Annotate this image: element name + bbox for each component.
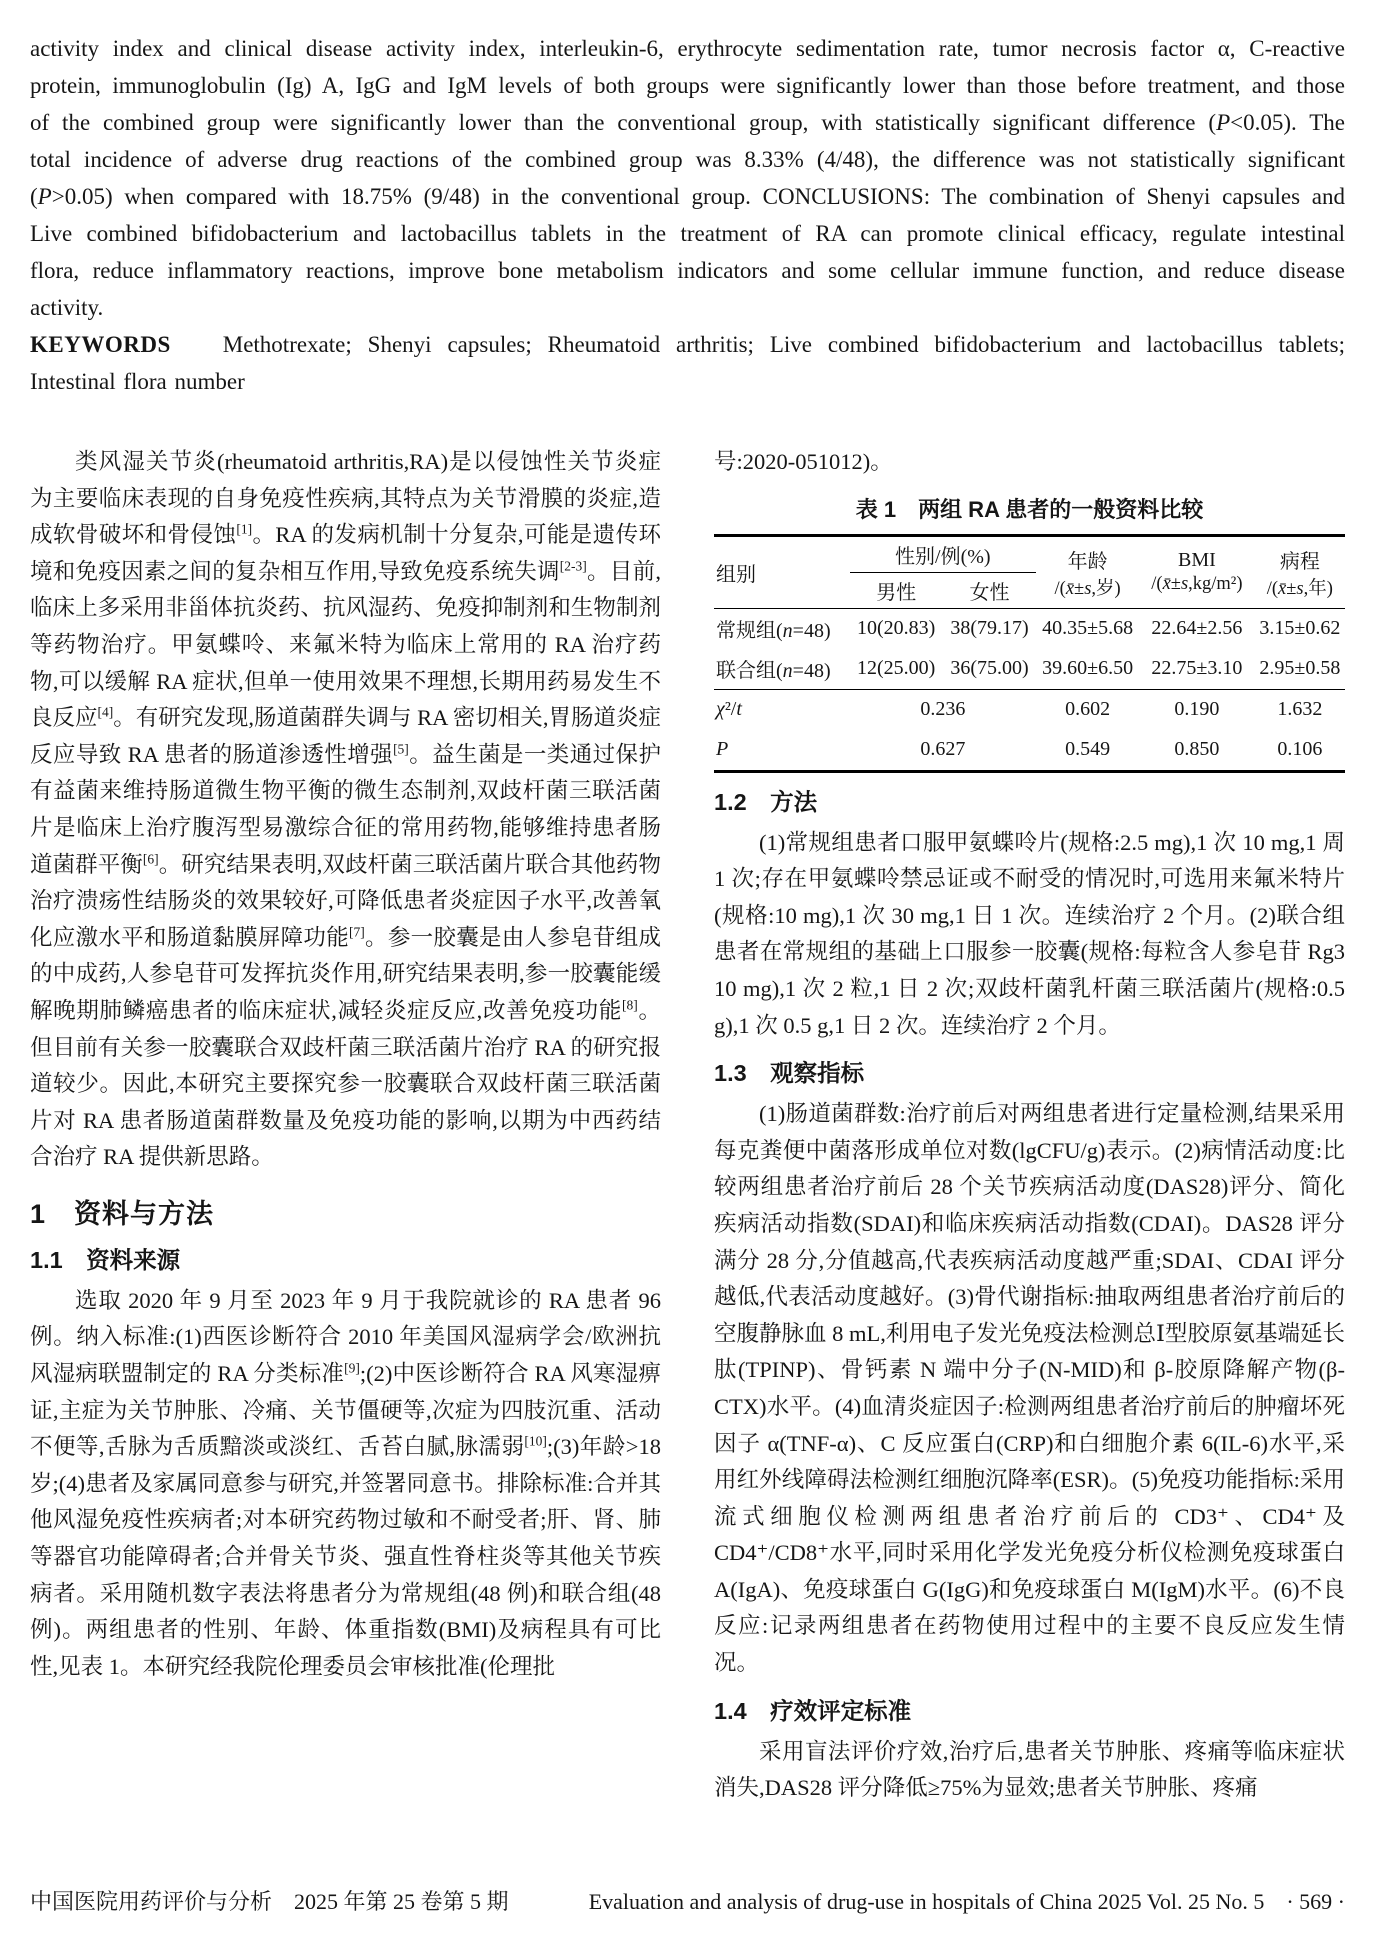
table-row-combined [714, 649, 1345, 690]
table-row-p-value [714, 730, 1345, 772]
ethics-approval-line: 号:2020-051012)。 [714, 449, 893, 474]
col-header-age-line1: 年龄 [1067, 550, 1108, 573]
cell-male: 10(20.83) [850, 608, 943, 649]
cell-sex-stat: 0.236 [850, 689, 1037, 730]
section-1-2-heading: 1.2 方法 [714, 788, 818, 815]
col-header-bmi-unit: /(x̄±s,kg/m²) [1151, 574, 1243, 595]
col-header-age-unit: /(x̄±s,岁) [1054, 578, 1121, 599]
table-header-row-1 [714, 535, 1345, 572]
table-1-caption: 表 1 两组 RA 患者的一般资料比较 [855, 496, 1204, 522]
table-1-body [714, 608, 1345, 771]
cell-age-stat: 0.549 [1065, 738, 1111, 761]
page-footer [30, 1885, 1345, 1916]
section-1-3-heading: 1.3 观察指标 [714, 1060, 865, 1087]
cell-bmi: 22.75±3.10 [1151, 657, 1243, 680]
col-header-bmi-line1: BMI [1177, 549, 1216, 572]
efficacy-paragraph: 采用盲法评价疗效,治疗后,患者关节肿胀、疼痛等临床症状消失,DAS28 评分降低≥75%为显效;患者关节肿胀、疼痛 [714, 1738, 1345, 1801]
col-header-female: 女性 [969, 581, 1010, 604]
col-header-course-line1: 病程 [1279, 550, 1320, 573]
col-header-sex: 性别/例(%) [850, 535, 1037, 572]
cell-bmi-stat: 0.190 [1139, 689, 1255, 730]
cell-course-stat: 0.106 [1277, 738, 1323, 761]
intro-paragraph: 类风湿关节炎(rheumatoid arthritis,RA)是以侵蚀性关节炎症为主要临床表现的自身免疫性疾病,其特点为关节滑膜的炎症,造成软骨破坏和骨侵蚀[1]。RA 的发病机制十分复杂,可能是遗传环境和免疫因素之间的复杂相互作用,导致免疫系统失调[2-3]。目前,临床上多采用非甾体抗炎药、抗风湿药、免疫抑制剂和生物制剂等药物治疗。甲氨蝶呤、来氟米特为临床上常用的 RA 治疗药物,可以缓解 RA 症状,但单一使用效果不理想,长期用药易发生不良反应[4]。有研究发现,肠道菌群失调与 RA 密切相关,胃肠道炎症反应导致 RA 患者的肠道渗透性增强[5]。益生菌是一类通过保护有益菌来维持肠道微生物平衡的微生态制剂,双歧杆菌三联活菌片是临床上治疗腹泻型易激综合征的常用药物,能够维持患者肠道菌群平衡[6]。研究结果表明,双歧杆菌三联活菌片联合其他药物治疗溃疡性结肠炎的效果较好,可降低患者炎症因子水平,改善氧化应激水平和肠道黏膜屏障功能[7]。参一胶囊是由人参皂苷组成的中成药,人参皂苷可发挥抗炎作用,研究结果表明,参一胶囊能缓解晚期肺鳞癌患者的临床症状,减轻炎症反应,改善免疫功能[8]。但目前有关参一胶囊联合双歧杆菌三联活菌片治疗 RA 的研究报道较少。因此,本研究主要探究参一胶囊联合双歧杆菌三联活菌片对 RA 患者肠道菌群数量及免疫功能的影响,以期为中西药结合治疗 RA 提供新思路。 [30, 449, 661, 1170]
footer-journal-cn: 中国医院用药评价与分析 2025 年第 25 卷第 5 期 [30, 1889, 509, 1914]
cell-group-label: 常规组(n=48) [714, 608, 850, 649]
cell-stat-label: P [716, 738, 729, 761]
indicators-paragraph: (1)肠道菌群数:治疗前后对两组患者进行定量检测,结果采用每克粪便中菌落形成单位对数(lgCFU/g)表示。(2)病情活动度:比较两组患者治疗前后 28 个关节疾病活动度(DAS28)评分、简化疾病活动指数(SDAI)和临床疾病活动指数(CDAI)。DAS28 评分满分 28 分,分值越高,代表疾病活动度越严重;SDAI、CDAI 评分越低,代表活动度越好。(3)骨代谢指标:抽取两组患者治疗前后的空腹静脉血 8 mL,利用电子发光免疫法检测总Ⅰ型胶原氨基端延长肽(TPINP)、骨钙素 N 端中分子(N-MID)和 β-胶原降解产物(β-CTX)水平。(4)血清炎症因子:检测两组患者治疗前后的肿瘤坏死因子 α(TNF-α)、C 反应蛋白(CRP)和白细胞介素 6(IL-6)水平,采用红外线障碍法检测红细胞沉降率(ESR)。(5)免疫功能指标:采用流式细胞仪检测两组患者治疗前后的 CD3⁺、CD4⁺及 CD4⁺/CD8⁺水平,同时采用化学发光免疫分析仪检测免疫球蛋白 A(IgA)、免疫球蛋白 G(IgG)和免疫球蛋白 M(IgM)水平。(6)不良反应:记录两组患者在药物使用过程中的主要不良反应发生情况。 [714, 1101, 1345, 1676]
methods-paragraph: (1)常规组患者口服甲氨蝶呤片(规格:2.5 mg),1 次 10 mg,1 周 1 次;存在甲氨蝶呤禁忌证或不耐受的情况时,可选用来氟米特片(规格:10 mg),1 次 30 mg,1 日 1 次。连续治疗 2 个月。(2)联合组患者在常规组的基础上口服参一胶囊(规格:每粒含人参皂苷 Rg3 10 mg),1 次 2 粒,1 日 2 次;双歧杆菌乳杆菌三联活菌片(规格:0.5 g),1 次 0.5 g,1 日 2 次。连续治疗 2 个月。 [714, 829, 1345, 1038]
keywords-paragraph [30, 326, 1345, 400]
cell-group-label: 联合组(n=48) [716, 660, 831, 683]
section-1-heading: 1 资料与方法 [30, 1198, 215, 1229]
cell-bmi-stat: 0.850 [1174, 738, 1220, 761]
cell-female: 36(75.00) [950, 657, 1029, 680]
cell-sex-stat: 0.627 [920, 738, 966, 761]
cell-age: 40.35±5.68 [1036, 608, 1139, 649]
table-1-header [714, 535, 1345, 608]
cell-stat-label: χ²/t [714, 689, 850, 730]
cell-female: 38(79.17) [943, 608, 1036, 649]
table-1 [714, 534, 1345, 773]
data-source-paragraph: 选取 2020 年 9 月至 2023 年 9 月于我院就诊的 RA 患者 96 例。纳入标准:(1)西医诊断符合 2010 年美国风湿病学会/欧洲抗风湿病联盟制定的 RA 分类标准[9];(2)中医诊断符合 RA 风寒湿痹证,主症为关节肿胀、冷痛、关节僵硬等,次症为四肢沉重、活动不便等,舌脉为舌质黯淡或淡红、舌苔白腻,脉濡弱[10];(3)年龄>18 岁;(4)患者及家属同意参与研究,并签署同意书。排除标准:合并其他风湿免疫性疾病者;对本研究药物过敏和不耐受者;肝、肾、肺等器官功能障碍者;合并骨关节炎、强直性脊柱炎等其他关节疾病者。采用随机数字表法将患者分为常规组(48 例)和联合组(48 例)。两组患者的性别、年龄、体重指数(BMI)及病程具有可比性,见表 1。本研究经我院伦理委员会审核批准(伦理批 [30, 1287, 661, 1679]
footer-journal-en: Evaluation and analysis of drug-use in hospitals of China 2025 Vol. 25 No. 5 · 569 · [588, 1889, 1345, 1914]
keywords-label: KEYWORDS [30, 332, 171, 357]
right-column [714, 444, 1345, 1839]
two-column-body [30, 444, 1345, 1839]
col-header-course [1255, 535, 1345, 608]
cell-age: 39.60±6.50 [1042, 657, 1134, 680]
col-header-course-unit: /(x̄±s,年) [1266, 578, 1333, 599]
table-row-chi-square [714, 689, 1345, 730]
left-column [30, 444, 661, 1839]
col-header-male: 男性 [876, 581, 917, 604]
section-1-1-heading: 1.1 资料来源 [30, 1246, 181, 1273]
cell-male: 12(25.00) [856, 657, 936, 680]
abstract-continued-text: activity index and clinical disease activity index, interleukin-6, erythrocyte sedimentation rate, tumor necrosis factor α, C-reactive protein, immunoglobulin (Ig) A, IgG and IgM levels of both groups were significantly lower than those before treatment, and those of the combined group were significantly lower than the conventional group, with statistically significant difference (P<0.05). The total incidence of adverse drug reactions of the combined group was 8.33% (4/48), the difference was not statistically significant (P>0.05) when compared with 18.75% (9/48) in the conventional group. CONCLUSIONS: The combination of Shenyi capsules and Live combined bifidobacterium and lactobacillus tablets in the treatment of RA can promote clinical efficacy, regulate intestinal flora, reduce inflammatory reactions, improve bone metabolism indicators and some cellular immune function, and reduce disease activity. [30, 36, 1345, 320]
cell-age-stat: 0.602 [1036, 689, 1139, 730]
col-header-age [1036, 535, 1139, 608]
section-1-4-heading: 1.4 疗效评定标准 [714, 1697, 912, 1724]
col-header-bmi [1139, 535, 1255, 608]
cell-course: 3.15±0.62 [1255, 608, 1345, 649]
cell-course-stat: 1.632 [1255, 689, 1345, 730]
keywords-text: Methotrexate; Shenyi capsules; Rheumatoid arthritis; Live combined bifidobacterium and lactobacillus tablets; Intestinal flora number [30, 332, 1345, 394]
cell-course: 2.95±0.58 [1259, 657, 1341, 680]
cell-bmi: 22.64±2.56 [1139, 608, 1255, 649]
col-header-group: 组别 [716, 563, 756, 586]
table-row-conventional [714, 608, 1345, 649]
